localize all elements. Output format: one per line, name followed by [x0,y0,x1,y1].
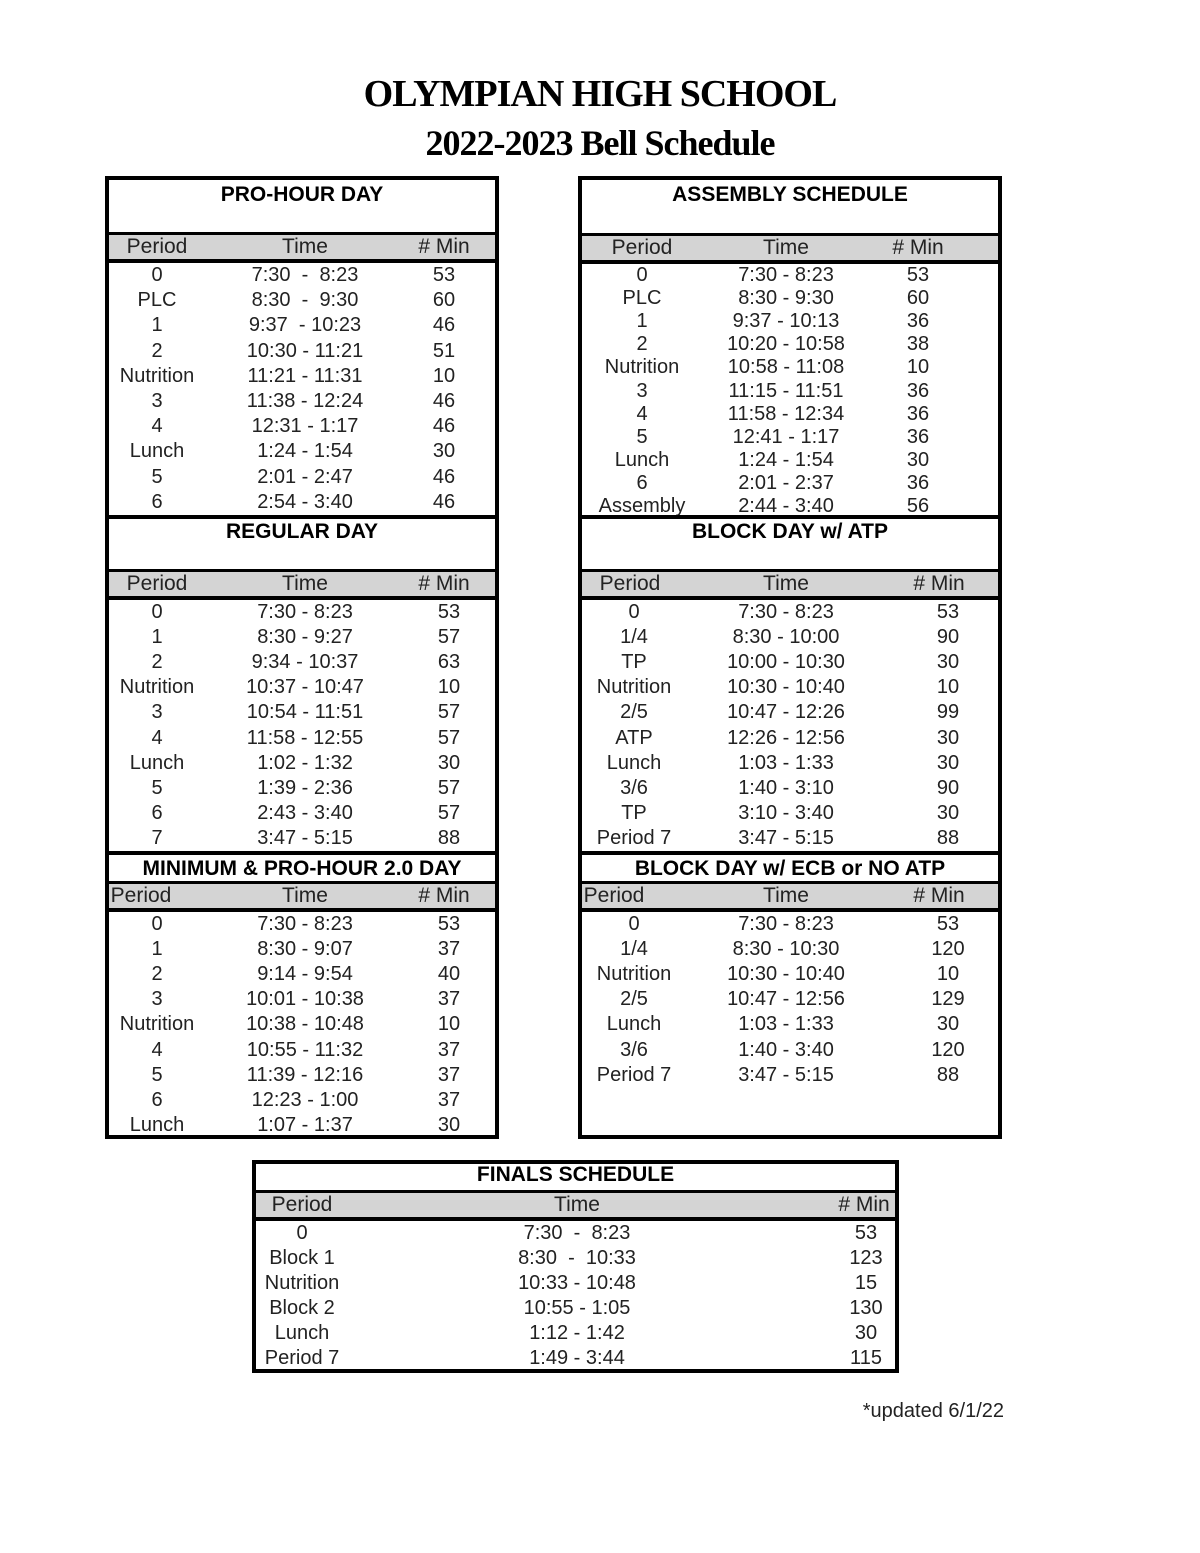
period-cell: Lunch [606,1013,662,1036]
divider [582,515,998,519]
col-period: Period [126,572,188,595]
col-period: Period [126,235,188,258]
divider [109,851,495,855]
period-cell: 2/5 [620,988,648,1011]
time-cell: 3:47 - 5:15 [257,826,353,849]
time-cell: 10:55 - 11:32 [246,1038,364,1061]
min-cell: 57 [437,776,461,799]
col-time: Time [763,236,809,259]
period-cell: Lunch [129,440,185,463]
divider [109,515,495,519]
min-cell: 53 [906,264,930,286]
block-atp-header [582,569,998,600]
min-cell: 30 [437,1113,461,1136]
schedule-title: 2022-2023 Bell Schedule [425,123,775,163]
block-ecb-header [582,881,998,912]
min-cell: 53 [432,264,456,286]
min-cell: 123 [849,1246,883,1269]
min-cell: 30 [936,726,960,749]
time-cell: 7:30 - 8:23 [257,913,353,935]
min-cell: 10 [936,963,960,986]
min-cell: 53 [854,1222,878,1244]
min-cell: 129 [931,988,965,1011]
min-cell: 30 [936,751,960,774]
time-cell: 7:30 - 8:23 [738,601,834,623]
min-cell: 120 [931,1038,965,1061]
time-cell: 7:30 - 8:23 [257,601,353,623]
time-cell: 8:30 - 9:30 [251,289,359,312]
period-cell: Lunch [129,1113,185,1136]
time-cell: 7:30 - 8:23 [251,264,359,286]
min-cell: 10 [437,676,461,699]
time-cell: 10:47 - 12:26 [727,701,845,724]
time-cell: 12:23 - 1:00 [251,1088,359,1111]
period-cell: 5 [151,776,163,799]
time-cell: 8:30 - 9:27 [257,626,353,649]
min-cell: 88 [437,826,461,849]
time-cell: 10:30 - 10:40 [727,963,845,986]
min-cell: 30 [936,801,960,824]
period-cell: 4 [636,402,648,425]
period-cell: 3 [151,988,163,1011]
time-cell: 12:26 - 12:56 [727,726,845,749]
period-cell: 5 [151,1063,163,1086]
time-cell: 9:34 - 10:37 [251,651,359,674]
time-cell: 9:37 - 10:23 [248,314,362,337]
time-cell: 3:47 - 5:15 [738,1063,834,1086]
time-cell: 12:41 - 1:17 [732,425,840,448]
period-cell: 3/6 [620,1038,648,1061]
pro-hour-title: PRO-HOUR DAY [220,183,384,206]
min-cell: 130 [849,1296,883,1319]
assembly-title: ASSEMBLY SCHEDULE [672,183,908,206]
time-cell: 11:58 - 12:55 [246,726,364,749]
block-ecb-title: BLOCK DAY w/ ECB or NO ATP [634,857,946,880]
time-cell: 10:30 - 10:40 [727,676,845,699]
min-cell: 115 [850,1346,882,1369]
minimum-header [109,881,495,912]
time-cell: 1:24 - 1:54 [257,440,353,463]
school-title: OLYMPIAN HIGH SCHOOL [363,73,837,115]
min-cell: 30 [854,1321,878,1344]
time-cell: 10:37 - 10:47 [246,676,364,699]
min-cell: 36 [906,310,930,333]
period-cell: 5 [636,425,648,448]
time-cell: 10:38 - 10:48 [246,1013,364,1036]
period-cell: 1/4 [620,626,648,649]
period-cell: 0 [151,264,163,286]
period-cell: Nutrition [119,676,195,699]
block-atp-title: BLOCK DAY w/ ATP [691,520,889,543]
min-cell: 46 [432,314,456,337]
period-cell: 6 [151,1088,163,1111]
min-cell: 46 [432,415,456,438]
col-min: # Min [913,884,965,907]
updated-note: *updated 6/1/22 [862,1400,1004,1422]
time-cell: 7:30 - 8:23 [738,264,834,286]
period-cell: 2/5 [620,701,648,724]
time-cell: 1:07 - 1:37 [257,1113,353,1136]
period-cell: 1/4 [620,938,648,961]
col-time: Time [763,884,809,907]
period-cell: Nutrition [119,364,195,387]
min-cell: 90 [936,626,960,649]
col-period: Period [599,572,661,595]
period-cell: Block 1 [269,1246,335,1269]
period-cell: 3/6 [620,776,648,799]
min-cell: 37 [437,1038,461,1061]
period-cell: 2 [636,333,648,356]
time-cell: 10:47 - 12:56 [727,988,845,1011]
period-cell: PLC [137,289,177,312]
period-cell: Nutrition [604,356,680,379]
time-cell: 11:21 - 11:31 [247,364,363,387]
time-cell: 10:54 - 11:51 [246,701,364,724]
col-min: # Min [418,235,470,258]
period-cell: 2 [151,339,163,362]
minimum-title: MINIMUM & PRO-HOUR 2.0 DAY [142,857,462,880]
time-cell: 10:33 - 10:48 [518,1271,636,1294]
period-cell: ATP [615,726,653,749]
min-cell: 36 [906,379,930,402]
pro-hour-header [109,232,495,263]
time-cell: 7:30 - 8:23 [523,1222,631,1244]
assembly-header [582,233,998,264]
time-cell: 1:03 - 1:33 [738,751,834,774]
time-cell: 1:40 - 3:10 [738,776,834,799]
min-cell: 51 [432,339,456,362]
time-cell: 10:58 - 11:08 [727,356,845,379]
col-min: # Min [418,884,470,907]
period-cell: Lunch [129,751,185,774]
min-cell: 53 [437,601,461,623]
time-cell: 8:30 - 10:30 [732,938,840,961]
min-cell: 10 [906,356,930,379]
time-cell: 1:02 - 1:32 [257,751,353,774]
min-cell: 46 [432,490,456,513]
period-cell: 1 [151,314,163,337]
time-cell: 11:39 - 12:16 [246,1063,364,1086]
period-cell: Period 7 [596,1063,672,1086]
period-cell: TP [621,651,647,674]
time-cell: 8:30 - 10:00 [732,626,840,649]
period-cell: Period 7 [264,1346,340,1369]
min-cell: 37 [437,938,461,961]
min-cell: 30 [432,440,456,463]
min-cell: 10 [437,1013,461,1036]
min-cell: 36 [906,425,930,448]
time-cell: 3:47 - 5:15 [738,826,834,849]
min-cell: 30 [437,751,461,774]
min-cell: 57 [437,726,461,749]
min-cell: 36 [906,402,930,425]
min-cell: 10 [936,676,960,699]
period-cell: 0 [151,913,163,935]
time-cell: 8:30 - 10:33 [518,1246,636,1269]
period-cell: 2 [151,651,163,674]
period-cell: 1 [151,626,163,649]
period-cell: Assembly [598,495,686,517]
period-cell: 1 [636,310,648,333]
time-cell: 1:12 - 1:42 [529,1321,625,1344]
time-cell: 9:14 - 9:54 [257,963,353,986]
min-cell: 88 [936,826,960,849]
min-cell: 57 [437,626,461,649]
col-min: # Min [838,1193,890,1216]
min-cell: 15 [854,1271,878,1294]
min-cell: 53 [936,913,960,935]
min-cell: 90 [936,776,960,799]
period-cell: 3 [151,701,163,724]
col-period: Period [611,236,673,259]
col-min: # Min [892,236,944,259]
finals-title: FINALS SCHEDULE [476,1163,675,1186]
period-cell: 5 [151,465,163,488]
time-cell: 11:38 - 12:24 [246,390,364,412]
divider [582,851,998,855]
min-cell: 53 [936,601,960,623]
time-cell: 11:58 - 12:34 [727,402,845,425]
min-cell: 46 [432,465,456,488]
min-cell: 36 [906,471,930,494]
period-cell: Nutrition [264,1271,340,1294]
time-cell: 2:01 - 2:47 [257,465,353,488]
min-cell: 37 [437,1063,461,1086]
min-cell: 30 [936,1013,960,1036]
time-cell: 2:44 - 3:40 [738,495,834,517]
min-cell: 99 [936,701,960,724]
min-cell: 10 [432,364,456,387]
time-cell: 8:30 - 9:30 [738,287,834,310]
regular-header [109,569,495,600]
min-cell: 53 [437,913,461,935]
period-cell: 4 [151,415,163,438]
min-cell: 57 [437,801,461,824]
time-cell: 9:37 - 10:13 [732,310,840,333]
time-cell: 11:15 - 11:51 [728,379,844,402]
period-cell: 6 [151,801,163,824]
period-cell: Lunch [606,751,662,774]
min-cell: 120 [931,938,965,961]
min-cell: 56 [906,495,930,517]
col-time: Time [282,884,328,907]
min-cell: 37 [437,988,461,1011]
period-cell: Nutrition [596,676,672,699]
finals-header [256,1190,895,1221]
period-cell: 6 [636,471,648,494]
col-period: Period [271,1193,333,1216]
time-cell: 10:30 - 11:21 [246,339,364,362]
period-cell: PLC [622,287,662,310]
time-cell: 10:20 - 10:58 [727,333,845,356]
period-cell: 0 [636,264,648,286]
regular-title: REGULAR DAY [225,520,379,543]
time-cell: 1:24 - 1:54 [738,448,834,471]
period-cell: Nutrition [119,1013,195,1036]
period-cell: Period 7 [596,826,672,849]
right-schedule-box [578,176,1002,1139]
period-cell: 0 [628,913,640,935]
time-cell: 1:40 - 3:40 [738,1038,834,1061]
min-cell: 63 [437,651,461,674]
col-time: Time [282,235,328,258]
min-cell: 38 [906,333,930,356]
period-cell: 4 [151,726,163,749]
time-cell: 3:10 - 3:40 [738,801,834,824]
col-time: Time [763,572,809,595]
min-cell: 60 [906,287,930,310]
period-cell: TP [621,801,647,824]
period-cell: 7 [151,826,163,849]
period-cell: Lunch [274,1321,330,1344]
period-cell: 0 [628,601,640,623]
col-period: Period [583,884,645,907]
time-cell: 7:30 - 8:23 [738,913,834,935]
period-cell: 1 [151,938,163,961]
min-cell: 46 [432,390,456,412]
col-time: Time [554,1193,600,1216]
col-time: Time [282,572,328,595]
time-cell: 2:54 - 3:40 [257,490,353,513]
col-min: # Min [913,572,965,595]
time-cell: 1:03 - 1:33 [738,1013,834,1036]
period-cell: 0 [151,601,163,623]
period-cell: 6 [151,490,163,513]
time-cell: 10:55 - 1:05 [523,1296,631,1319]
col-period: Period [110,884,172,907]
period-cell: 2 [151,963,163,986]
min-cell: 40 [437,963,461,986]
period-cell: Lunch [614,448,670,471]
min-cell: 30 [906,448,930,471]
min-cell: 57 [437,701,461,724]
time-cell: 10:00 - 10:30 [727,651,845,674]
time-cell: 12:31 - 1:17 [251,415,359,438]
period-cell: Block 2 [269,1296,335,1319]
time-cell: 2:01 - 2:37 [738,471,834,494]
min-cell: 88 [936,1063,960,1086]
min-cell: 60 [432,289,456,312]
time-cell: 10:01 - 10:38 [246,988,364,1011]
period-cell: 3 [636,379,648,402]
period-cell: 4 [151,1038,163,1061]
time-cell: 8:30 - 9:07 [257,938,353,961]
time-cell: 1:49 - 3:44 [529,1346,625,1369]
time-cell: 2:43 - 3:40 [257,801,353,824]
period-cell: 0 [296,1222,308,1244]
finals-schedule-box [252,1160,899,1373]
left-schedule-box [105,176,499,1139]
min-cell: 37 [437,1088,461,1111]
period-cell: 3 [151,390,163,412]
min-cell: 30 [936,651,960,674]
time-cell: 1:39 - 2:36 [257,776,353,799]
period-cell: Nutrition [596,963,672,986]
col-min: # Min [418,572,470,595]
